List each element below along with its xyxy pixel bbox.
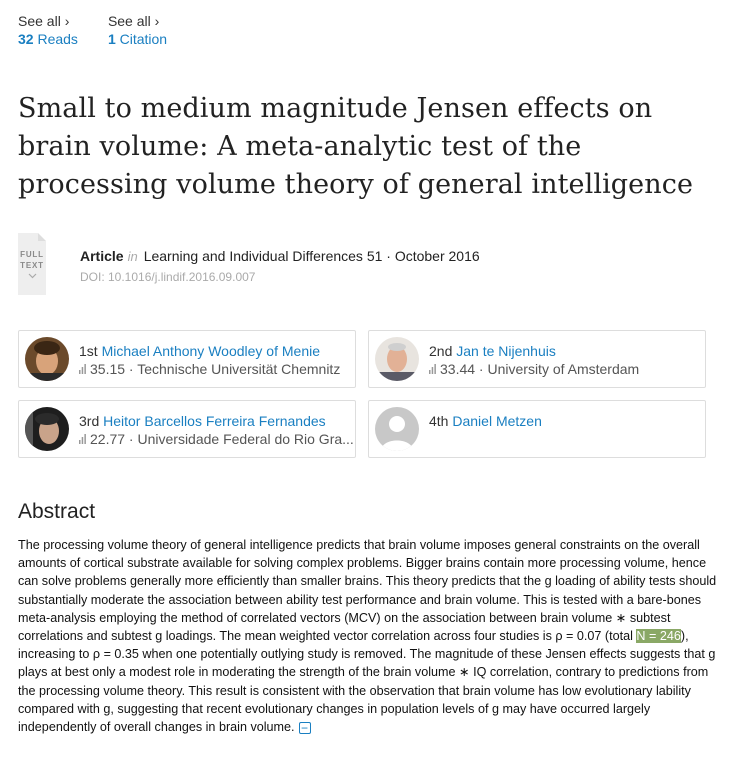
rg-score-icon — [79, 364, 86, 374]
rg-score: 33.44 — [440, 361, 476, 377]
abstract-heading: Abstract — [18, 500, 96, 523]
author-name-line — [79, 342, 320, 360]
author-name-link[interactable]: Jan te Nijenhuis — [456, 343, 556, 359]
citations-count[interactable]: 1 Citation — [107, 31, 168, 47]
see-all-reads-link[interactable]: See all › — [18, 13, 70, 29]
doi[interactable]: DOI: 10.1016/j.lindif.2016.09.007 — [80, 270, 256, 284]
see-all-citations-link[interactable]: See all › — [107, 13, 160, 29]
author-name-line — [429, 412, 542, 430]
full-text-thumbnail[interactable] — [18, 233, 46, 295]
avatar[interactable] — [25, 407, 69, 451]
stats-bar — [18, 12, 167, 48]
author-ordinal: 3rd — [79, 413, 104, 429]
rg-score-icon — [79, 434, 86, 444]
avatar[interactable] — [375, 337, 419, 381]
rg-score-icon — [429, 364, 436, 374]
publication-meta — [18, 233, 480, 295]
full-text-label-2: TEXT — [20, 261, 44, 270]
publication-line — [80, 247, 480, 266]
author-ordinal: 1st — [79, 343, 102, 359]
journal-name[interactable]: Learning and Individual Differences 51 · October 2016 — [143, 248, 480, 264]
author-card[interactable] — [368, 330, 706, 388]
rg-score: 35.15 — [90, 361, 126, 377]
abstract-text — [18, 536, 726, 736]
author-name-line — [79, 412, 326, 430]
reads-stat[interactable] — [18, 12, 78, 48]
author-ordinal: 2nd — [429, 343, 457, 359]
person-placeholder-icon[interactable] — [375, 407, 419, 451]
full-text-label-1: FULL — [20, 250, 44, 259]
abstract-text-part-1: The processing volume theory of general intelligence predicts that brain volume imposes general constraints on the overall amounts of cortical substrate available for solving complex problems. Bigger brains contain more processing volume, hence can solve problems generally more efficiently than smaller brains. This theory predicts that the g loading of ability tests should substantially moderate the association between ability test performance and brain volume. This is tested with a bare-bones meta-analysis employing the method of correlated vectors (MCV) on the association between brain volume ∗ subtest correlations and subtest g loadings. The mean weighted vector correlation across four studies is ρ = 0.07 (total — [18, 538, 717, 644]
abstract-text-part-2: ), increasing to ρ = 0.35 when one potentially outlying study is removed. The magnitude of these Jensen effects suggests that g plays at best only a modest role in moderating the strength of the brain volume ∗ IQ correlation, contrary to predictions from the processing volume theory. This result is consistent with the observation that brain volume has low evolutionary lability compared with g, suggesting that recent evolutionary changes in population levels of g may have occurred largely independently of overall changes in brain volume. — [18, 629, 716, 735]
rg-score: 22.77 — [90, 431, 126, 447]
page-title: Small to medium magnitude Jensen effects on brain volume: A meta-analytic test of the processing volume theory of general intelligence — [18, 93, 694, 200]
reads-count[interactable]: 32 Reads — [18, 31, 78, 47]
author-affiliation: · Universidade Federal do Rio Gra... — [125, 431, 354, 447]
author-card[interactable] — [368, 400, 706, 458]
author-name-link[interactable]: Michael Anthony Woodley of Menie — [101, 343, 320, 359]
in-label: in — [127, 249, 138, 264]
meta-text — [80, 233, 480, 295]
highlighted-sample-size: N = 246 — [636, 629, 681, 644]
author-name-link[interactable]: Heitor Barcellos Ferreira Fernandes — [103, 413, 326, 429]
avatar[interactable] — [25, 337, 69, 381]
author-name-line — [429, 342, 556, 360]
author-score-line — [79, 430, 354, 448]
author-affiliation: · University of Amsterdam — [475, 361, 640, 377]
collapse-abstract-button[interactable]: − — [299, 722, 311, 734]
author-score-line — [79, 360, 340, 378]
publication-type: Article — [80, 248, 124, 264]
author-ordinal: 4th — [429, 413, 453, 429]
author-name-link[interactable]: Daniel Metzen — [452, 413, 542, 429]
author-affiliation: · Technische Universität Chemnitz — [125, 361, 341, 377]
dogear-corner — [38, 233, 46, 241]
author-card[interactable] — [18, 330, 356, 388]
author-score-line — [429, 360, 639, 378]
chevron-down-icon — [28, 273, 37, 279]
citations-stat[interactable] — [108, 12, 167, 48]
author-card[interactable] — [18, 400, 356, 458]
